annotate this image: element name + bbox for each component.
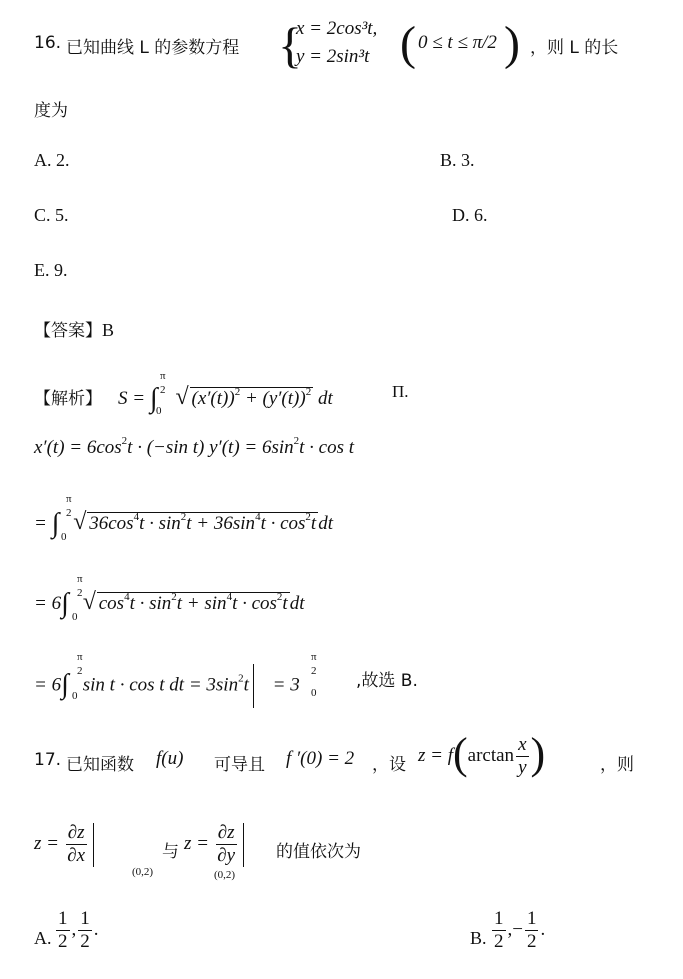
q16-option-d xyxy=(452,205,488,226)
q17-stem-text: 已知函数 xyxy=(66,755,134,775)
q17-condition: f ′(0) = 2 xyxy=(286,748,355,769)
analysis-tag: 【解析】 xyxy=(34,389,102,409)
q17-stem-post: ，则 xyxy=(600,755,634,775)
option-value: $\frac{1}{2}$ ,− $\frac{1}{2}$ . xyxy=(494,908,546,952)
derivatives-line: $x'(t) = 6\cos^2t \cdot (-\sin$ t) $y'(t) = 6\sin^2t \cdot \cos t$ xyxy=(34,435,355,458)
q17-number: 17. xyxy=(34,750,62,770)
option-value: 6. xyxy=(474,205,488,225)
q16-option-a xyxy=(34,150,70,171)
option-letter: E. xyxy=(34,260,50,280)
q16-number: 16. xyxy=(34,33,62,53)
option-letter: A. xyxy=(34,928,52,948)
option-letter: A. xyxy=(34,150,52,170)
option-letter: B. xyxy=(470,928,487,948)
eval-point-y: (0,2) xyxy=(214,869,236,881)
q16-answer xyxy=(34,316,114,341)
upper-limit: π xyxy=(160,370,166,382)
q16-equation-x: x = 2cos³t, xyxy=(296,18,378,39)
q16-stem-post: ，则 L 的长 xyxy=(530,38,619,58)
analysis-trail: П. xyxy=(392,382,409,401)
conclusion: ,故选 B. xyxy=(356,671,418,691)
lower-limit: 0 xyxy=(156,405,162,417)
q16-option-c xyxy=(34,205,69,226)
upper-limit-den: 2 xyxy=(160,384,166,396)
q16-left-brace: { xyxy=(278,17,302,73)
option-letter: C. xyxy=(34,205,51,225)
answer-tag: 【答案】 xyxy=(34,321,102,341)
option-value: 3. xyxy=(461,150,475,170)
q16-equation-y: y = 2sin³t xyxy=(296,46,370,67)
q17-line2-post: 的值依次为 xyxy=(276,842,361,862)
option-value: 2. xyxy=(56,150,70,170)
q17-stem-set: ，设 xyxy=(372,755,406,775)
q17-line2-mid: 与 xyxy=(162,842,179,862)
q16-paren-left: ( xyxy=(400,17,416,70)
q16-option-b xyxy=(440,150,475,171)
q16-stem-continued: 度为 xyxy=(34,101,68,121)
q16-option-e xyxy=(34,260,68,281)
option-value: 9. xyxy=(54,260,68,280)
q17-definition: z = f(arctan $\frac{x}{y}$ ) xyxy=(418,728,546,778)
option-value: $\frac{1}{2}$ , $\frac{1}{2}$ . xyxy=(58,908,99,952)
q17-stem-mid: 可导且 xyxy=(214,755,265,775)
q16-stem-text: 已知曲线 L 的参数方程 xyxy=(66,38,240,58)
eval-point-x: (0,2) xyxy=(132,866,154,878)
option-letter: D. xyxy=(452,205,470,225)
option-letter: B. xyxy=(440,150,457,170)
answer-value: B xyxy=(102,320,115,340)
arc-length-formula: S = ∫√ $(x'(t))^2 + (y'(t))^2$ dt xyxy=(118,380,333,412)
q16-paren-right: ) xyxy=(504,17,520,70)
q16-range: 0 ≤ t ≤ π/2 xyxy=(418,32,497,53)
q17-function: f(u) xyxy=(156,748,184,769)
option-value: 5. xyxy=(55,205,69,225)
